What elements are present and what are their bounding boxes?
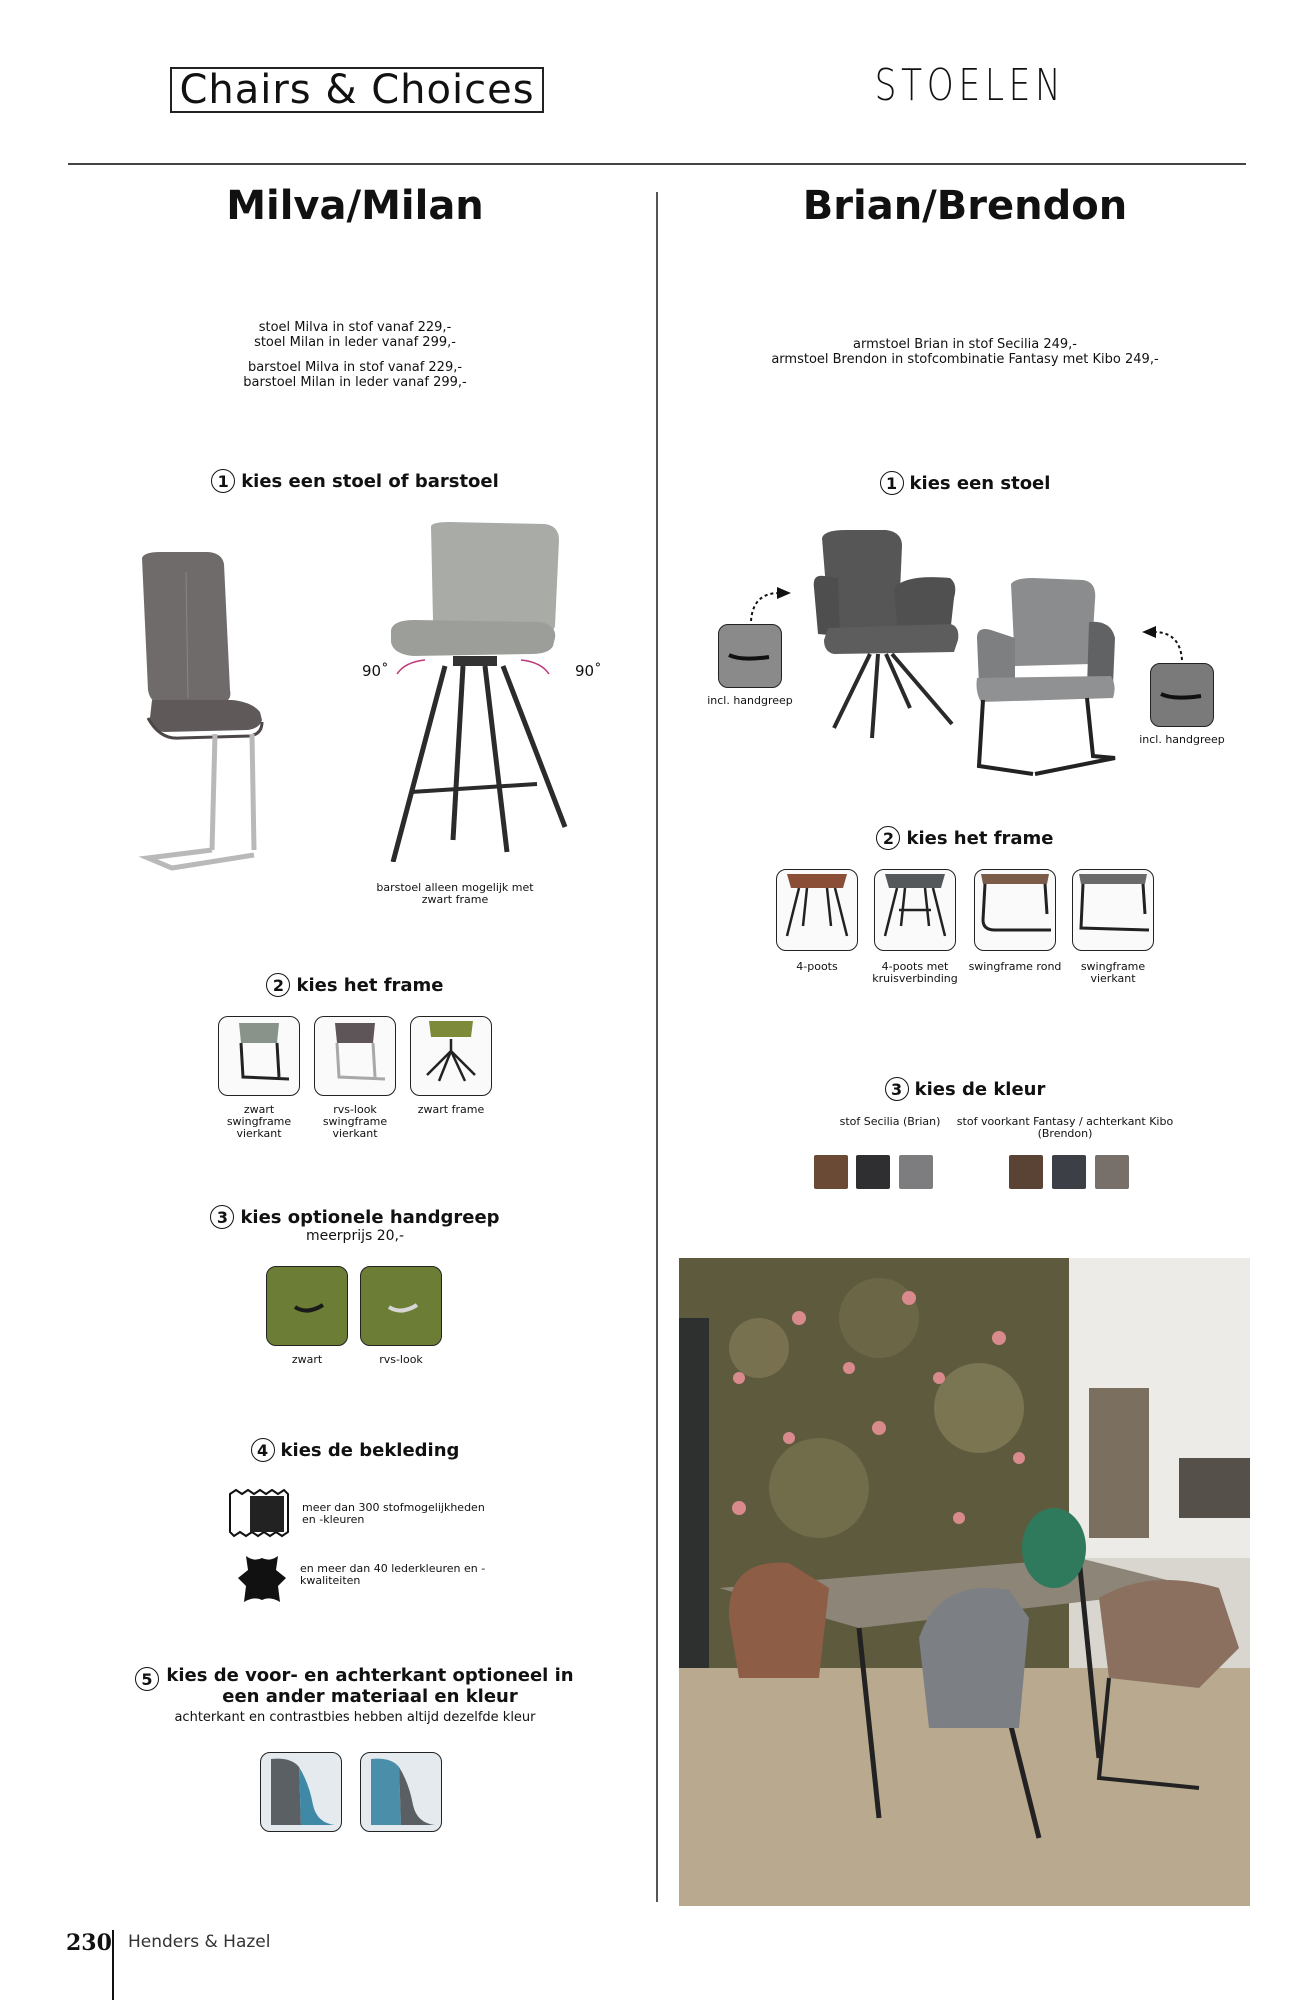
price-line: barstoel Milva in stof vanaf 229,- [247,360,463,375]
left-step-5 [120,1665,590,1707]
step-number: 5 [135,1667,159,1691]
brian-handle-detail [718,624,782,688]
left-title: Milva/Milan [226,183,484,229]
price-line: stoel Milva in stof vanaf 229,- [258,320,452,335]
swingframe-square-icon [1073,870,1153,950]
steel-handle-icon [361,1267,441,1345]
step-label: kies de kleur [914,1078,1046,1100]
frame-option-tile[interactable] [314,1016,396,1096]
handle-icon [1151,664,1213,726]
frame-option-tile[interactable] [1072,869,1154,951]
step-number: 3 [885,1077,909,1101]
rotation-right-label: 90˚ [575,662,602,680]
right-step-2 [710,826,1220,850]
right-step-1 [710,471,1220,495]
dotted-arrow-icon [745,585,795,625]
step-label: kies de bekleding [280,1439,460,1461]
color-swatch[interactable] [1052,1155,1086,1189]
barstool-note: barstoel alleen mogelijk met zwart frame [376,881,534,906]
handle-note: incl. handgreep [707,694,793,707]
handle-note: incl. handgreep [1139,733,1225,746]
column-divider [656,192,658,1902]
step-number: 1 [211,469,235,493]
frame-option-tile[interactable] [974,869,1056,951]
back-material-tile[interactable] [260,1752,342,1832]
brand-title: Chairs & Choices [170,67,544,113]
dotted-arrow-icon [1138,622,1188,662]
frame-caption: swingframe rond [968,960,1062,973]
frame-caption: zwart swingframe vierkant [226,1103,292,1140]
header-divider [68,163,1246,165]
page-number: 230 [66,1930,112,1956]
left-step-2 [100,973,610,997]
step-number: 1 [880,471,904,495]
step-label: kies een stoel of barstoel [241,470,499,492]
blue-back-icon [261,1753,341,1831]
left-step-4 [100,1438,610,1462]
step-label: kies het frame [906,827,1054,849]
handle-icon [719,625,781,687]
fabric-icon [226,1488,292,1538]
leather-icon [236,1552,288,1606]
color-group-label: stof Secilia (Brian) [839,1115,941,1128]
step-label: kies optionele handgreep [240,1206,500,1228]
right-prices [710,337,1220,367]
handle-option-tile[interactable] [266,1266,348,1346]
frame-option-tile[interactable] [410,1016,492,1096]
step-5-note: achterkant en contrastbies hebben altijd dezelfde kleur [174,1710,536,1725]
brian-chair-image [810,528,970,744]
interior-photo [679,1258,1250,1906]
rotation-left-label: 90˚ [362,662,389,680]
right-title: Brian/Brendon [802,183,1128,229]
handle-caption: zwart [291,1353,323,1366]
frame-caption: 4-poots met kruisverbinding [872,960,958,985]
frame-option-tile[interactable] [218,1016,300,1096]
fabric-note: meer dan 300 stofmogelijkheden en -kleuren [302,1501,485,1526]
left-step-1 [100,469,610,493]
right-step-3 [710,1077,1220,1101]
step-number: 4 [251,1438,275,1462]
four-legs-cross-icon [875,870,955,950]
leather-note: en meer dan 40 lederkleuren en -kwaliteiten [300,1562,486,1587]
left-prices [100,320,610,390]
color-swatch[interactable] [814,1155,848,1189]
step-number: 2 [876,826,900,850]
color-swatch[interactable] [856,1155,890,1189]
swingframe-rvs-icon [315,1017,395,1095]
step-number: 3 [210,1205,234,1229]
brendon-handle-detail [1150,663,1214,727]
milva-barstool-image [345,522,575,862]
color-swatch[interactable] [1009,1155,1043,1189]
step-label: kies het frame [296,974,444,996]
milva-chair-image [120,550,340,880]
color-group-label: stof voorkant Fantasy / achterkant Kibo (Brendon) [956,1115,1174,1140]
step-label: kies de voor- en achterkant optioneel in een ander materiaal en kleur [166,1665,574,1707]
step-number: 2 [266,973,290,997]
frame-caption: swingframe vierkant [1080,960,1146,985]
price-line: barstoel Milan in leder vanaf 299,- [243,375,467,390]
color-swatch[interactable] [1095,1155,1129,1189]
handle-option-tile[interactable] [360,1266,442,1346]
footer-divider [112,1930,114,2000]
frame-caption: 4-poots [796,960,838,973]
brendon-chair-image [975,578,1125,778]
swingframe-black-icon [219,1017,299,1095]
frame-caption: zwart frame [417,1103,485,1116]
cross-frame-icon [411,1017,491,1095]
footer-brand: Henders & Hazel [128,1932,271,1952]
price-line: armstoel Brian in stof Secilia 249,- [852,337,1077,352]
four-legs-icon [777,870,857,950]
frame-caption: rvs-look swingframe vierkant [322,1103,388,1140]
frame-option-tile[interactable] [874,869,956,951]
section-title: STOELEN [874,60,1066,111]
blue-front-icon [361,1753,441,1831]
frame-option-tile[interactable] [776,869,858,951]
swingframe-round-icon [975,870,1055,950]
color-swatch[interactable] [899,1155,933,1189]
black-handle-icon [267,1267,347,1345]
price-line: armstoel Brendon in stofcombinatie Fantasy met Kibo 249,- [771,352,1159,367]
step-label: kies een stoel [909,472,1051,494]
price-line: stoel Milan in leder vanaf 299,- [254,335,456,350]
left-step-3 [100,1205,610,1229]
back-material-tile[interactable] [360,1752,442,1832]
handle-caption: rvs-look [379,1353,423,1366]
handle-price: meerprijs 20,- [305,1228,405,1244]
